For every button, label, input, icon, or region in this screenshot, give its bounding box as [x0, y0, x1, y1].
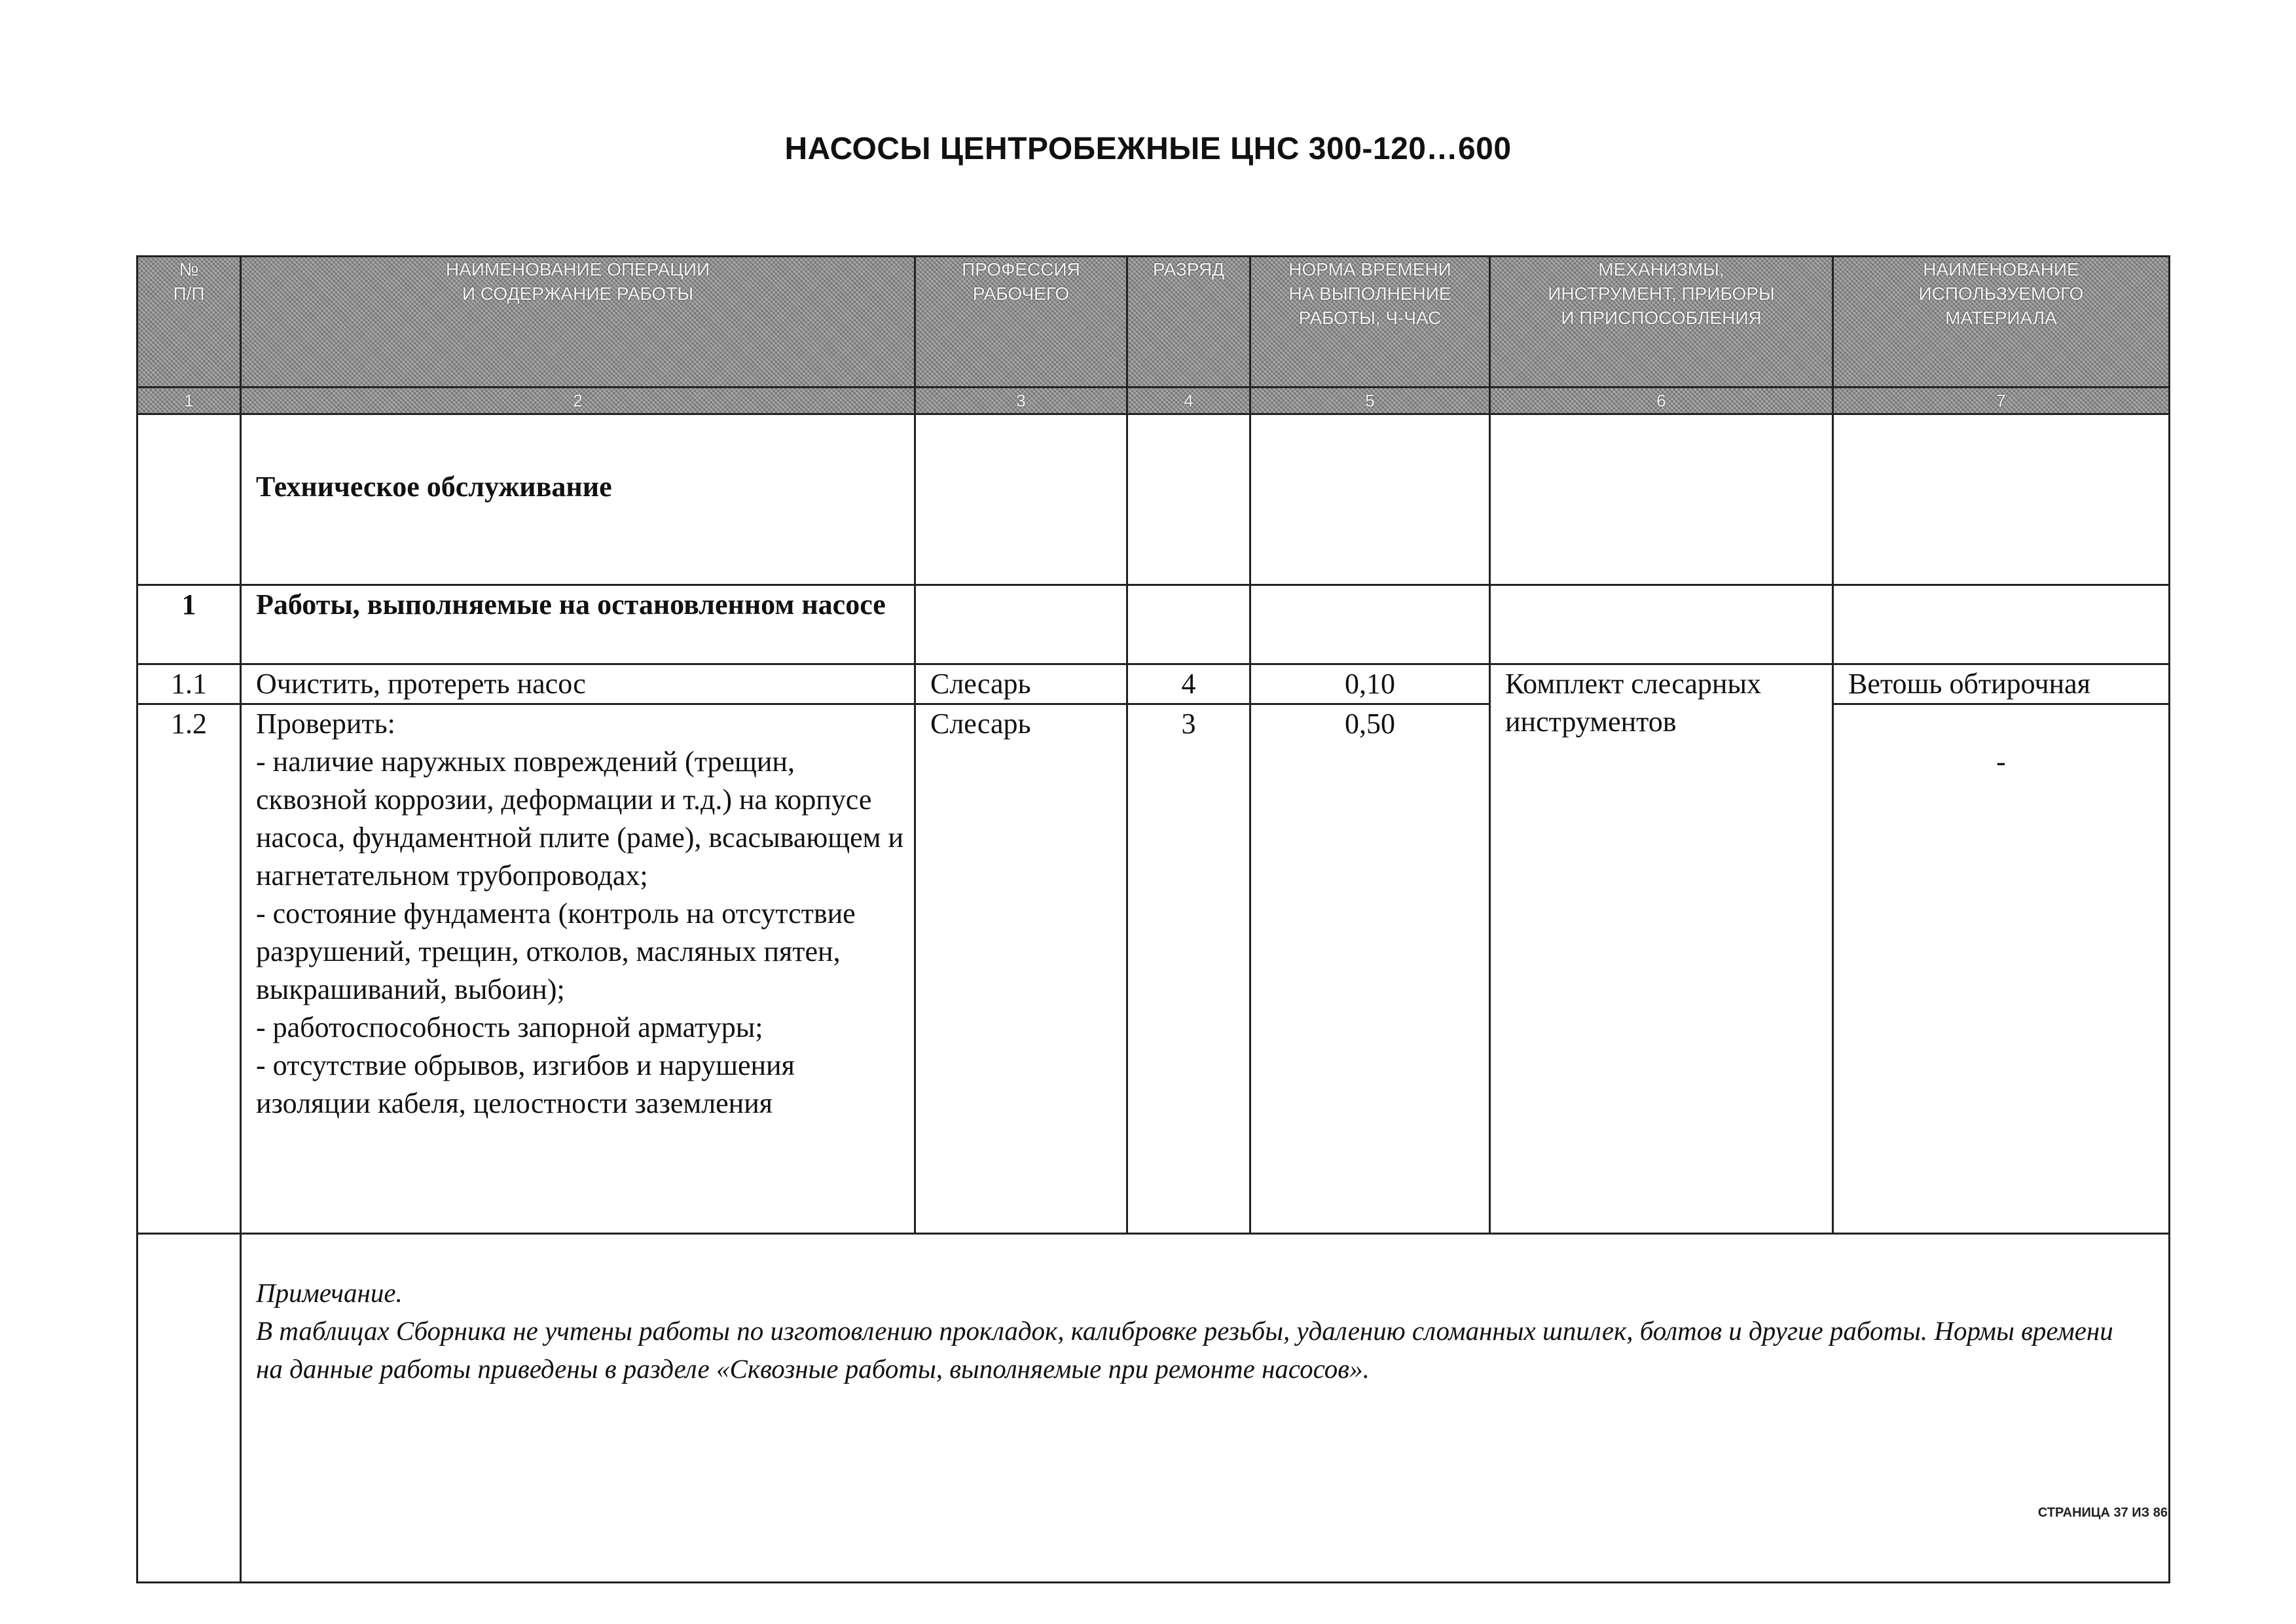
- table-header-row: [137, 257, 2170, 388]
- document-title: НАСОСЫ ЦЕНТРОБЕЖНЫЕ ЦНС 300-120…600: [784, 132, 1512, 166]
- group-row: [137, 585, 2170, 664]
- section-row: [137, 414, 2170, 585]
- row-time-norm: 0,50: [1250, 704, 1490, 1234]
- row-profession: Слесарь: [915, 664, 1127, 704]
- table-row: [137, 664, 2170, 704]
- operation-line: - наличие наружных повреждений (трещин, сквозной коррозии, деформации и т.д.) на корпусе насоса, фундаментной плите (раме), всасывающем и нагнетательном трубопроводах;: [256, 746, 904, 892]
- column-number: 4: [1127, 388, 1250, 414]
- note-heading: Примечание.: [256, 1278, 403, 1308]
- row-operation: [241, 704, 915, 1234]
- row-grade: 4: [1127, 664, 1250, 704]
- note-row: [137, 1234, 2170, 1583]
- note-cell: [241, 1234, 2170, 1583]
- header-grade: РАЗРЯД: [1127, 257, 1250, 388]
- row-number: 1.1: [137, 664, 241, 704]
- header-material: НАИМЕНОВАНИЕ ИСПОЛЬЗУЕМОГО МАТЕРИАЛА: [1833, 257, 2170, 388]
- row-operation: Очистить, протереть насос: [241, 664, 915, 704]
- row-material: -: [1833, 704, 2170, 1234]
- operation-line: - состояние фундамента (контроль на отсутствие разрушений, трещин, отколов, масляных пятен, выкрашиваний, выбоин);: [256, 897, 856, 1005]
- row-material: Ветошь обтирочная: [1833, 664, 2170, 704]
- table-row: [137, 704, 2170, 1234]
- column-number: 1: [137, 388, 241, 414]
- header-operation: НАИМЕНОВАНИЕ ОПЕРАЦИИ И СОДЕРЖАНИЕ РАБОТЫ: [241, 257, 915, 388]
- header-tools: МЕХАНИЗМЫ, ИНСТРУМЕНТ, ПРИБОРЫ И ПРИСПОСОБЛЕНИЯ: [1490, 257, 1833, 388]
- operation-line: - работоспособность запорной арматуры;: [256, 1011, 763, 1043]
- column-number: 5: [1250, 388, 1490, 414]
- row-time-norm: 0,10: [1250, 664, 1490, 704]
- norms-table: [136, 255, 2170, 1583]
- group-title: Работы, выполняемые на остановленном насосе: [241, 585, 915, 664]
- section-title: Техническое обслуживание: [241, 414, 915, 585]
- header-profession: ПРОФЕССИЯ РАБОЧЕГО: [915, 257, 1127, 388]
- header-time-norm: НОРМА ВРЕМЕНИ НА ВЫПОЛНЕНИЕ РАБОТЫ, Ч-ЧАС: [1250, 257, 1490, 388]
- group-number: 1: [137, 585, 241, 664]
- row-tools: Комплект слесарных инструментов: [1490, 664, 1833, 1234]
- page-number: СТРАНИЦА 37 ИЗ 86: [2037, 1506, 2168, 1520]
- column-number: 3: [915, 388, 1127, 414]
- row-number: 1.2: [137, 704, 241, 1234]
- note-text: В таблицах Сборника не учтены работы по изготовлению прокладок, калибровке резьбы, удалению сломанных шпилек, болтов и другие работы. Нормы времени на данные работы приведены в разделе «Сквозные работы, выполняемые при ремонте насосов».: [256, 1316, 2113, 1384]
- header-number: № П/П: [137, 257, 241, 388]
- column-number: 6: [1490, 388, 1833, 414]
- column-number: 7: [1833, 388, 2170, 414]
- row-profession: Слесарь: [915, 704, 1127, 1234]
- column-number: 2: [241, 388, 915, 414]
- row-grade: 3: [1127, 704, 1250, 1234]
- operation-line: Проверить:: [256, 708, 395, 740]
- operation-line: - отсутствие обрывов, изгибов и нарушения изоляции кабеля, целостности заземления: [256, 1049, 795, 1119]
- column-number-row: [137, 388, 2170, 414]
